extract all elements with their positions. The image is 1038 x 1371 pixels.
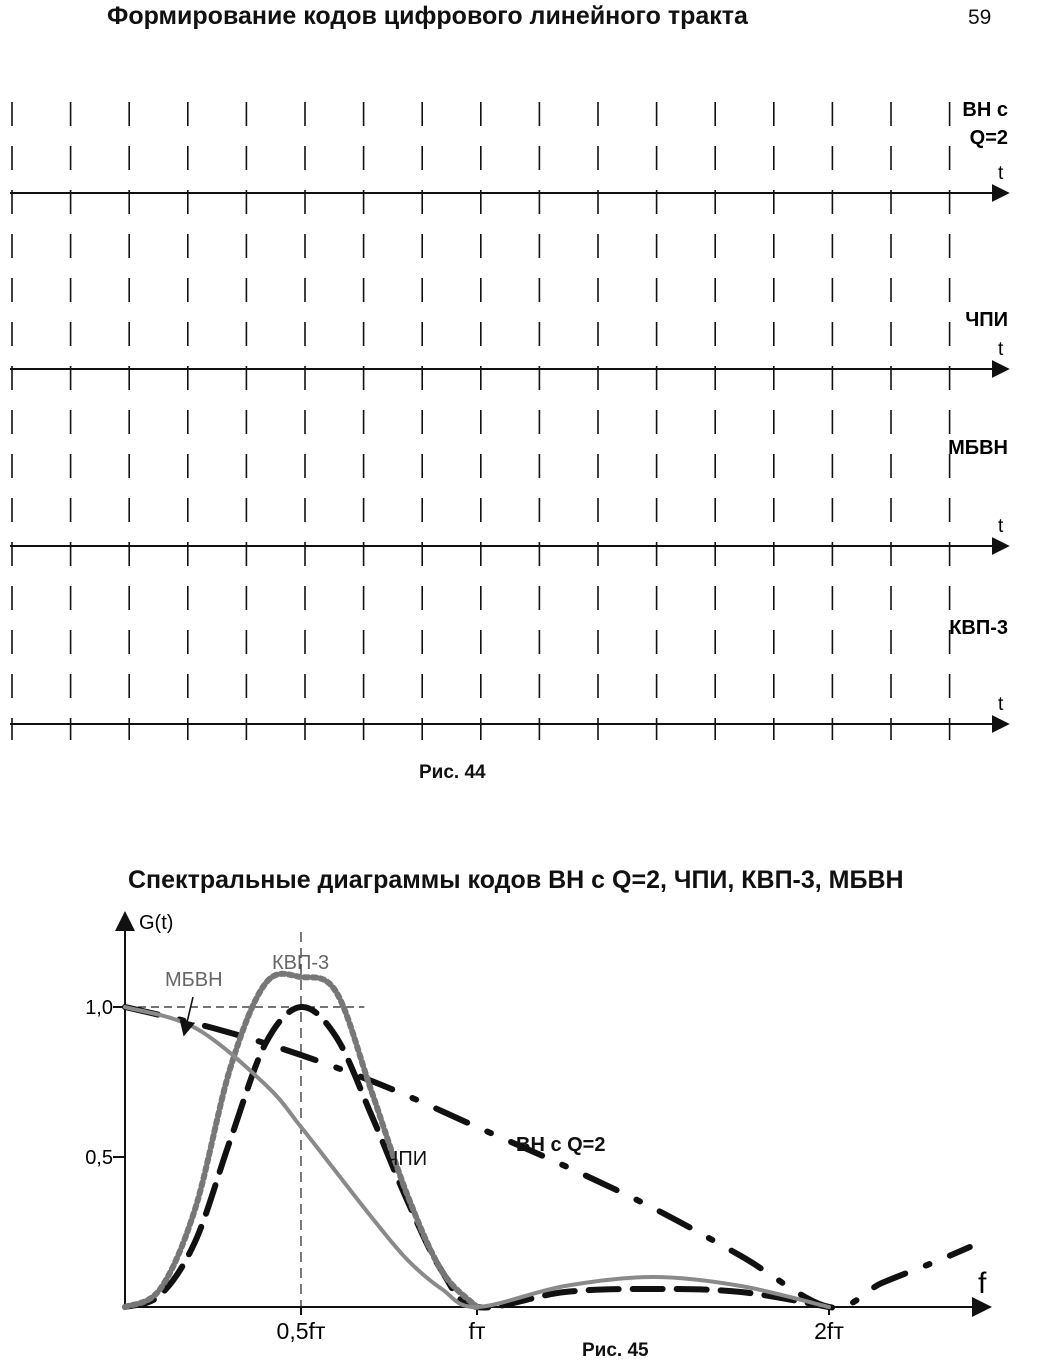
y-tick-label: 0,5 (85, 1147, 113, 1169)
y-axis-label: G(t) (139, 912, 174, 934)
series-label-mbvn: МБВН (165, 969, 223, 991)
mbvn-pointer-arrow (184, 997, 193, 1035)
code-row-label: ВН с (962, 99, 1008, 121)
time-axis-label: t (998, 516, 1004, 537)
x-axis-label: f (978, 1267, 987, 1300)
time-axis-label: t (998, 163, 1004, 184)
time-axis-label: t (998, 694, 1004, 715)
page-title: Формирование кодов цифрового линейного тракта (107, 2, 748, 30)
x-tick-label: 2fт (814, 1318, 844, 1344)
page-number: 59 (968, 6, 992, 29)
figure-45-spectral-chart (0, 905, 1038, 1345)
code-row-label: Q=2 (969, 127, 1008, 149)
series-label-chpi: ЧПИ (385, 1148, 428, 1170)
figure-44-caption: Рис. 44 (419, 762, 486, 783)
code-row-label: КВП-3 (949, 617, 1008, 639)
x-tick-label: fт (468, 1318, 486, 1344)
x-tick-label: 0,5fт (276, 1318, 326, 1344)
series-label-kvp3: КВП-3 (272, 952, 330, 974)
figure-44-timing-grid (0, 90, 1038, 750)
figure-45-title: Спектральные диаграммы кодов ВН с Q=2, ЧПИ, КВП-3, МБВН (128, 866, 904, 894)
code-row-label: ЧПИ (965, 309, 1008, 331)
series-line-vn (125, 1007, 970, 1308)
series-label-vn: ВН с Q=2 (516, 1134, 606, 1156)
y-tick-label: 1,0 (85, 997, 113, 1019)
series-line-mbvn (125, 1007, 829, 1307)
figure-45-caption: Рис. 45 (582, 1340, 649, 1361)
time-axis-label: t (998, 339, 1004, 360)
code-row-label: МБВН (948, 437, 1008, 459)
